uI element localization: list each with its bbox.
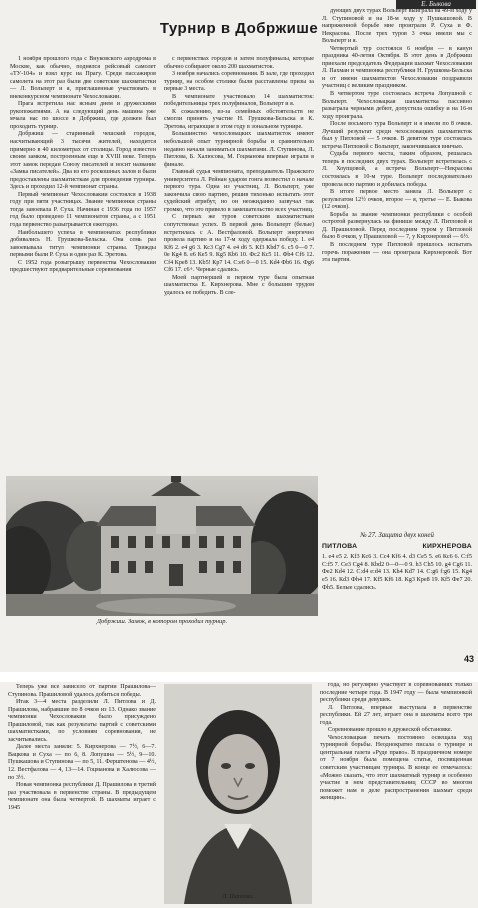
paragraph: В итоге первое место заняла Л. Вольперт с результатом 12½ очков, второе — я, третье — Е. Быкова (12 очков). [322, 189, 472, 211]
paragraph: дующих двух турах Вольперт выиграла на 49-м ходу у Л. Ступиновой и на 18-м ходу у Пушкашовой. В напряженной борьбе мне проиграли Р. Суха и Ф. Некрасова. После трех туров 3 очка имели мы с Вольперт и я. [322, 8, 472, 45]
paragraph: Главный судья чемпионата, преподаватель Пражского университета Л. Рейнан ударом гонга возвестил о начале первого тура. Одна из участниц, Л. Вольперт, уже закончила свою партию, решив тихонько испытать этот судейский атрибут, но он неожиданно зазвучал так громко, что это привело в замешательство всех участниц. [164, 169, 314, 213]
paragraph: Большинство чехословацких шахматисток имеют небольшой опыт турнирной борьбы и сравнительно недавно начали заниматься шахматами. Л. Ступинова, Л. Питлова, Б. Халюсова, М. Гоцманова впервые играли в финале. [164, 131, 314, 168]
portrait-photo [164, 684, 312, 904]
paragraph: 1 ноября прошлого года с Внуковского аэродрома в Москве, как обычно, поднялся рейсовый самолет «ТУ-104» и взял курс на Прагу. Среди пассажиров самолета на этот раз были две советские шахматистки — Л. Вольперт и я, приглашенные участвовать в внеконкурсном чемпионате Чехословакии. [10, 56, 156, 100]
paragraph: С 1952 года розыгрышу первенства Чехословакии предшествуют предварительные соревнования [10, 259, 156, 274]
paragraph: Судьба первого места, таким образом, решалась теперь в последних двух турах. Вольперт встретилась с Л. Хоупцовой, а встреча Вольперт—Некрасова состоялась в 10-м туре. Вольперт последовательно провела всю партию и добилась победы. [322, 151, 472, 188]
woman-portrait-illustration [164, 684, 312, 904]
game-players [322, 543, 472, 551]
paragraph: После восьмого тура Вольперт и я имели по 8 очков. Лучший результат среди чехословацких шахматисток был у Питловой — 5 очков. В девятом туре состоялась встреча Питловой с Вольперт, закончившаяся вничью. [322, 121, 472, 150]
paragraph: В чемпионате участвовало 14 шахматисток: победительницы трех полуфиналов, Вольперт и я. [164, 93, 314, 108]
paragraph: с первенствах городов и затем полуфиналы, которые обычно собирают около 200 шахматисток. [164, 56, 314, 70]
paragraph: Наибольшего успеха в чемпионатах республики добивались Н. Грушкова-Бельска. Она семь раз завоевывала титул чемпионки страны. Трижды первыми были Р. Суха и один раз К. Эретова. [10, 229, 156, 259]
text-column-1 [10, 56, 156, 474]
paragraph: Моей партнершей в первом туре была опытная шахматистка Е. Кирхнерова. Мне с большим трудом удалось ее победить. В сле- [164, 274, 314, 296]
paragraph: Четвертый тур состоялся 6 ноября — в канун праздника 40-летия Октября. В этот день в Добржиш приехали председатель Федерации шахмат Чехословакии Л. Пахман и чемпионка республики Н. Грушкова-Бельска и от имени шахматистов Чехословакии поздравили участниц с великим праздником. [322, 45, 472, 90]
game-moves: 1. е4 е5 2. Кf3 Кc6 3. Сc4 Кf6 4. d3 Сe5 5. е6 Кс6 6. С:f5 С:f5 7. Сe3 Сg4 8. Кbd2 0—0—0 9. h3 Сh5 10. g4 Сg6 11. Фe2 Кd4 12. С:d4 е:d4 13. Кh4 Кd7 14. С:g6 f:g6 15. Кg4 е5 16. Кd3 Фh4 17. Кf5 Кf6 18. Кg3 Кре8 19. Кf5 Фе7 20. Фh5. Белые сдались. [322, 553, 472, 591]
paragraph: Борьба за звание чемпионки республики с особой остротой развернулась на финише между Л. Питловой и Д. Прашиловой. Перед последним туром у Питловой было 8 очков, у Прашиловой — 7, у Кирхнеровой — 6½. [322, 211, 472, 241]
text-column-2 [164, 56, 314, 476]
castle-illustration [6, 476, 318, 616]
text-column-3 [322, 8, 472, 530]
paragraph: Добржиш — старинный чешский городок, насчитывающий 3 тысячи жителей, находится примерно в 40 километрах от столицы. Город известен своим замком, построенным еще в XVIII веке. Теперь этот замок передан Союзу писателей и носит название «Замка писателей». Два из его роскошных залов и были предоставлены шахматисткам для проведения турнира. Здесь и проходил 12-й чемпионат страны. [10, 131, 156, 191]
white-player: ПИТЛОВА [322, 542, 358, 550]
author-tab: Е. Быкова [396, 0, 476, 9]
bottom-text-column-1 [8, 684, 156, 906]
black-player: КИРХНЕРОВА [422, 542, 472, 550]
paragraph: Прага встретила нас ясным днем и дружескими рукопожатиями. А на следующий день машина уже мчала нас по шоссе в Добржиш, где должен был проходить турнир. [10, 101, 156, 130]
paragraph: Первый чемпионат Чехословакии состоялся в 1938 году при пяти участницах. Звание чемпионки страны тогда завоевала Р. Суха. Начиная с 1936 года по 1957 год было проведено 11 чемпионатов страны, а с 1951 года первенство разыгрывается ежегодно. [10, 191, 156, 229]
paragraph: Л. Питлова, впервые выступала в первенстве республики. Ей 27 лет, играет она в шахматы всего три года. [320, 704, 472, 726]
paragraph: С первых же туров советским шахматисткам сопутствовал успех. В первой день Вольперт (белые) встретилась с А. Вестфаловой. Вольперт энергично провела партию и на 17-м ходу одержала победу. 1. е4 Кf6 2. е4 g6 3. Кс3 Сg7 4. е4 d6 5. Кf3 Кbd7 6. с5 0—0 7. 0е Кg4 8. е6 Кe5 9. Кg5 Кb6 10. Фс2 Кс5 11. Фb4 Сf6 12. Сf4 Кре8 13. Кb5! Кр7 14. С:е6 0—0 15. Кd4 Фb6 16. Фg6 Сf6 17. с6+. Черные сдались. [164, 214, 314, 274]
paragraph: К сожалению, из-за семейных обстоятельств не смогли принять участие Н. Грушкова-Бельска и К. Эретова, играющие в этом году в зональном турнире. [164, 108, 314, 130]
paragraph: Соревнование прошло в дружеской обстановке. [328, 727, 453, 734]
page-gap [0, 672, 478, 682]
bottom-text-column-3 [320, 682, 472, 906]
paragraph: Новая чемпионка республики Д. Прашилова в третий раз участвовала в первенстве страны. В предыдущем чемпионате она была четвертой. В шахматы играет с 1945 [8, 782, 156, 811]
paragraph: Теперь уже все зависело от партии Прашилова—Ступинова. Прашиловой удалось добиться победы. [8, 684, 156, 698]
castle-photo [6, 476, 318, 616]
paragraph: В последнем туре Питловой пришлось испытать горечь поражения — она проиграла Кирхнеровой. Вот эта партия. [322, 241, 472, 264]
paragraph: Далее места заняли: 5. Кирхнерова — 7½, 6—7. Вацкова и Суха — по 6, 8. Лопушна — 5½, 9—10. Пушкашова и Ступинова — по 5, 11. Ферштенова — 4½, 12. Вестфалова — 4, 13—14. Гоцманова и Халюсова — по 3½. [8, 744, 156, 781]
chess-game [322, 532, 472, 667]
portrait-caption: Л. Питлова. [222, 894, 254, 900]
page-number: 43 [463, 654, 474, 664]
paragraph: В четвертом туре состоялась встреча Лопушной с Вольперт. Чехословацкая шахматистка пассивно разыграла черными дебют, допустила ошибку и на 16-м ходу проиграла. [322, 91, 472, 120]
paragraph: года, но регулярно участвует в соревнованиях только последние четыре года. В 1947 году — была чемпионкой республики среди девушек. [320, 682, 472, 704]
paragraph: Итак 3—4 места разделили Л. Питлова и Д. Прашилова, набравшие по 8 очков из 13. Однако звание чемпионки Чехословакии было присуждено Прашиловой, так как результаты партий с советскими шахматистками, по условиям соревнования, не засчитывались. [8, 699, 156, 743]
paragraph: Чехословацкая печать постоянно освещала ход турнирной борьбы. Неоднократно писала о турнире и центральная газета «Руде право». В праздничном номере от 7 ноября была помещена статья, посвященная советским участницам турнира. В конце ее отмечалось: «Можно сказать, что этот шахматный турнир и особенно участие в нем представительниц СССР во многом поможет нам в деле распространения шахмат среди женщин». [320, 734, 472, 802]
article-title: Турнир в Добржише [159, 20, 319, 37]
game-title: № 27. Защита двух коней [360, 532, 434, 539]
photo-caption: Добржиш. Замок, в котором проходил турнир. [96, 618, 228, 625]
paragraph: 3 ноября начались соревнования. В зале, где проходил турнир, на особом столике были расставлены призы за первые 3 места. [164, 71, 314, 93]
